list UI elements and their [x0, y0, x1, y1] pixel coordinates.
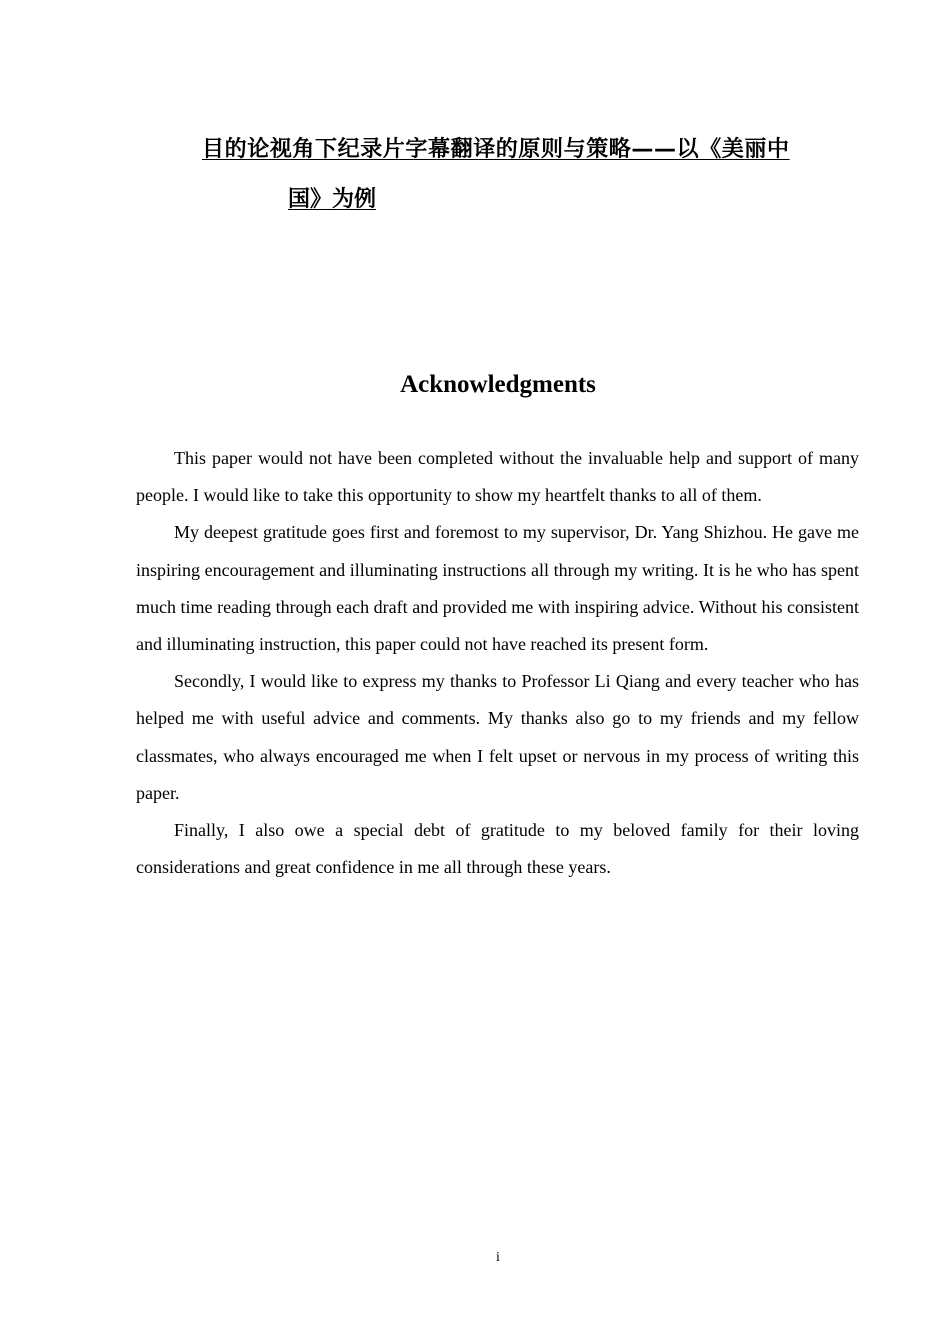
acknowledgments-body — [136, 440, 859, 886]
header-title-line-1: 目的论视角下纪录片字幕翻译的原则与策略——以《美丽中 — [202, 137, 790, 162]
paragraph: This paper would not have been completed without the invaluable help and support of many people. I would like to take this opportunity to show my heartfelt thanks to all of them. — [136, 448, 859, 506]
paragraph: My deepest gratitude goes first and foremost to my supervisor, Dr. Yang Shizhou. He gave me inspiring encouragement and illuminating instructions all through my writing. It is he who has spent much time reading through each draft and provided me with inspiring advice. Without his consistent and illuminating instruction, this paper could not have reached its present form. — [136, 522, 859, 655]
paragraph: Finally, I also owe a special debt of gratitude to my beloved family for their loving considerations and great confidence in me all through these years. — [136, 820, 859, 878]
page-number: i — [496, 1250, 500, 1265]
section-heading: Acknowledgments — [400, 370, 596, 398]
header-title-line-2: 国》为例 — [288, 187, 377, 212]
running-header-title — [186, 132, 860, 218]
paragraph: Secondly, I would like to express my thanks to Professor Li Qiang and every teacher who has helped me with useful advice and comments. My thanks also go to my friends and my fellow classmates, who always encouraged me when I felt upset or nervous in my process of writing this paper. — [136, 671, 859, 803]
